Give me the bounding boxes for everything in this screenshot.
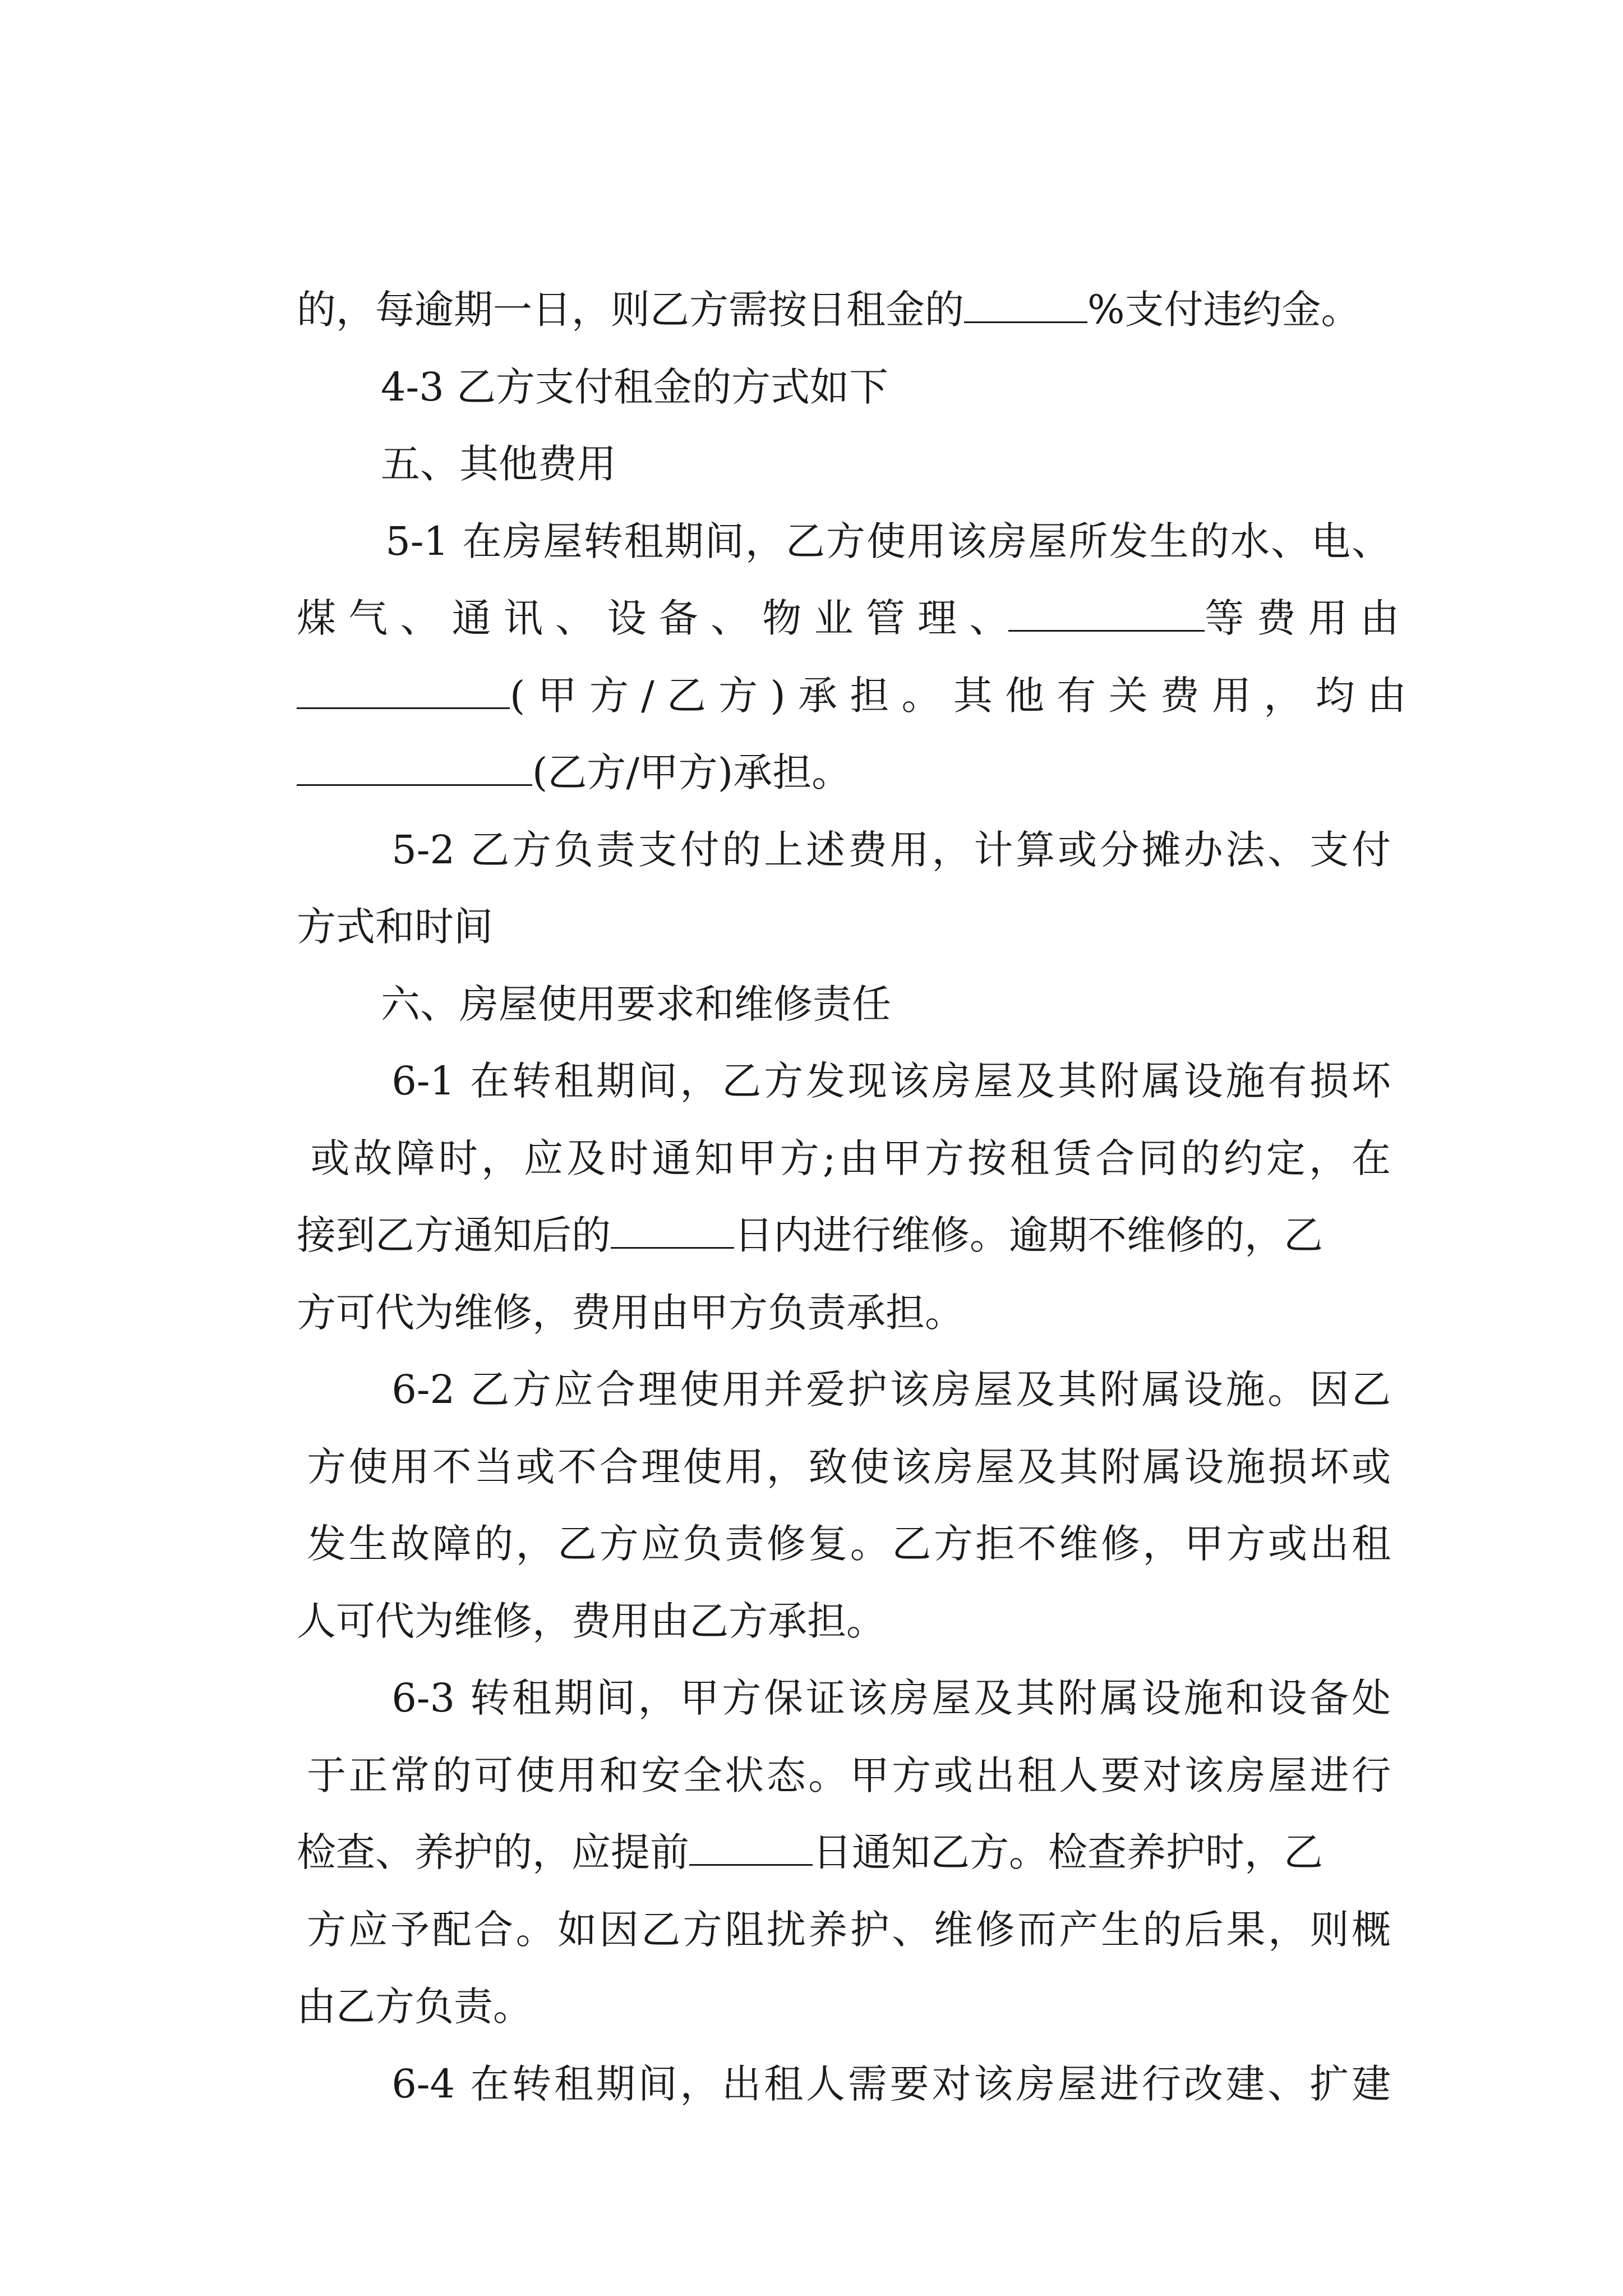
text-segment: 煤 气 、 通 讯 、 设 备 、 物 业 管 理 、 <box>297 595 1009 641</box>
text-line <box>331 286 1391 410</box>
text-segment: 五、其他费用 <box>381 441 617 487</box>
text-segment: 方使用不当或不合理使用，致使该房屋及其附属设施损坏或 <box>307 1444 1391 1490</box>
text-line <box>331 1597 1391 1721</box>
text-line <box>247 1674 1391 1798</box>
text-segment: 6-3 转租期间，甲方保证该房屋及其附属设施和设备处 <box>391 1675 1391 1721</box>
text-line <box>247 1366 1391 1490</box>
text-segment: 接到乙方通知后的 <box>297 1212 611 1258</box>
text-segment: 5-2 乙方负责支付的上述费用，计算或分摊办法、支付 <box>391 827 1391 873</box>
text-segment: 方应予配合。如因乙方阻扰养护、维修而产生的后果，则概 <box>307 1907 1391 1953</box>
text-segment: 5-1 在房屋转租期间，乙方使用该房屋所发生的水、电、 <box>385 518 1391 564</box>
text-line <box>247 1906 1391 2030</box>
text-segment: 方可代为维修，费用由甲方负责承担。 <box>297 1290 965 1336</box>
text-segment: 方式和时间 <box>297 904 494 950</box>
text-line <box>331 1983 1391 2107</box>
text-segment: 的，每逾期一日，则乙方需按日租金的 <box>297 287 965 333</box>
text-segment: 日内进行维修。逾期不维修的，乙 <box>734 1212 1324 1258</box>
text-line <box>247 517 1400 641</box>
text-line <box>247 1057 1391 1181</box>
text-segment: 于正常的可使用和安全状态。甲方或出租人要对该房屋进行 <box>307 1752 1391 1798</box>
text-segment: 6-1 在转租期间，乙方发现该房屋及其附属设施有损坏 <box>391 1058 1391 1104</box>
text-line <box>247 1443 1391 1567</box>
text-segment: %支付违约金。 <box>1087 287 1361 333</box>
section-heading <box>331 903 1391 1027</box>
text-line <box>247 209 1391 333</box>
text-segment: 六、房屋使用要求和维修责任 <box>381 981 892 1027</box>
text-segment: 6-4 在转租期间，出租人需要对该房屋进行改建、扩建 <box>391 2061 1391 2107</box>
text-segment: 发生故障的，乙方应负责修复。乙方拒不维修，甲方或出租 <box>307 1521 1391 1567</box>
text-line <box>247 595 1407 719</box>
text-line <box>247 826 1391 950</box>
text-line <box>331 980 1391 1104</box>
text-line <box>331 440 1391 564</box>
text-segment: 检查、养护的，应提前 <box>297 1829 690 1875</box>
text-line <box>247 1829 1391 1953</box>
text-line <box>247 1134 1391 1258</box>
text-line <box>247 671 1391 795</box>
text-line <box>247 1212 1391 1336</box>
text-segment: ( 甲 方 / 乙 方 ) 承 担 。 其 他 有 关 费 用 ， 均 由 <box>510 673 1407 719</box>
text-segment: 人可代为维修，费用由乙方承担。 <box>297 1598 886 1644</box>
text-segment: 等 费 用 由 <box>1205 595 1400 641</box>
text-segment: 4-3 乙方支付租金的方式如下 <box>381 364 888 410</box>
text-line <box>331 749 1391 873</box>
section-heading <box>331 363 1391 487</box>
text-segment: 6-2 乙方应合理使用并爱护该房屋及其附属设施。因乙 <box>391 1366 1391 1412</box>
text-line <box>247 1520 1391 1644</box>
text-line <box>331 1289 1391 1412</box>
text-segment: (乙方/甲方)承担。 <box>532 749 851 795</box>
text-segment: 日通知乙方。检查养护时，乙 <box>813 1829 1324 1875</box>
text-line <box>247 1751 1391 1875</box>
text-segment: 由乙方负责。 <box>297 1984 533 2030</box>
text-segment: 或故障时，应及时通知甲方;由甲方按租赁合同的约定，在 <box>310 1135 1391 1181</box>
